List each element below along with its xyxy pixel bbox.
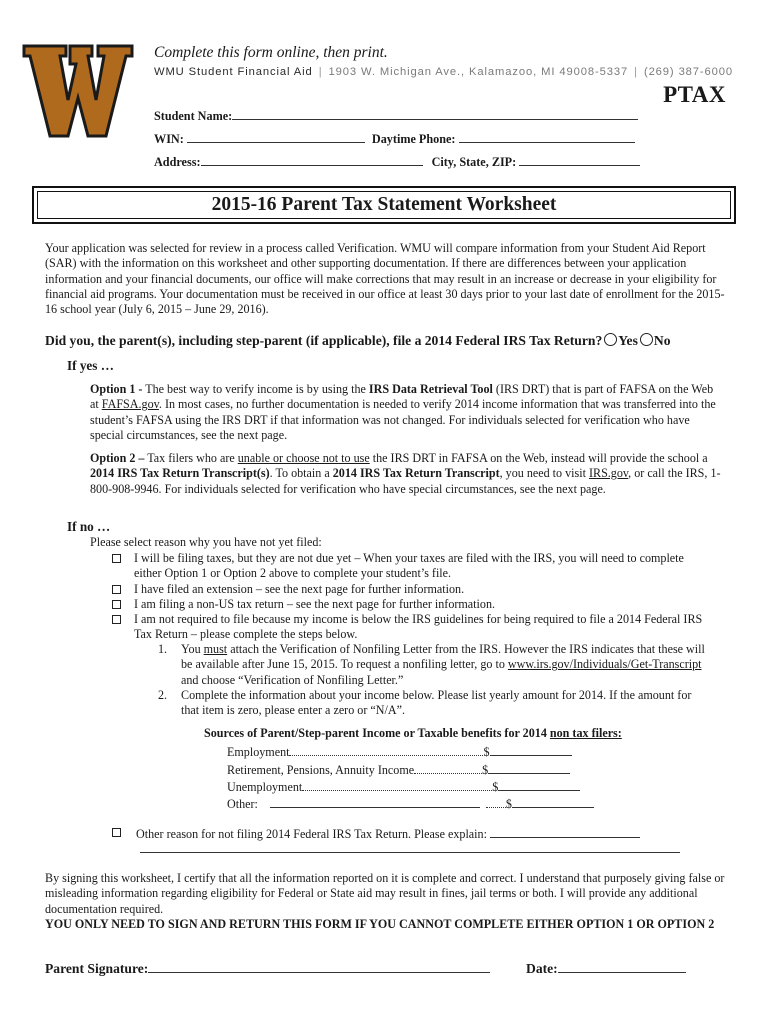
daytime-phone-field[interactable]: [459, 130, 635, 143]
other-income-description-field[interactable]: [270, 795, 480, 808]
if-no-heading: If no …: [67, 519, 111, 534]
office-address: 1903 W. Michigan Ave., Kalamazoo, MI 49008-5337: [328, 66, 629, 78]
student-name-field[interactable]: [232, 107, 638, 120]
parent-signature-row: [45, 960, 490, 977]
reason-1-text: I will be filing taxes, but they are not due yet – When your taxes are filed with the IRS, you will need to complete either Option 1 or Option 2 above to complete your student’s file.: [134, 551, 684, 581]
signing-notice: YOU ONLY NEED TO SIGN AND RETURN THIS FORM IF YOU CANNOT COMPLETE EITHER OPTION 1 OR OPTION 2: [45, 917, 715, 931]
reason-item: [112, 597, 712, 612]
no-label: No: [653, 333, 671, 348]
option-2-label: Option 2 –: [90, 451, 145, 465]
yes-label: Yes: [618, 333, 638, 348]
reason-4-checkbox[interactable]: [112, 615, 121, 624]
date-label: Date:: [526, 961, 558, 976]
parent-signature-field[interactable]: [148, 960, 490, 973]
other-reason-field[interactable]: [490, 825, 640, 838]
employment-amount-field[interactable]: [490, 743, 572, 756]
income-row-other: Other: $: [227, 795, 594, 812]
fafsa-link[interactable]: FAFSA.gov: [101, 397, 159, 412]
reason-3-checkbox[interactable]: [112, 600, 121, 609]
date-field[interactable]: [558, 960, 686, 973]
office-name: WMU Student Financial Aid: [154, 66, 313, 78]
separator: |: [634, 66, 638, 78]
if-yes-heading: If yes …: [67, 358, 114, 373]
retirement-amount-field[interactable]: [488, 761, 570, 774]
wmu-w-icon: [22, 40, 134, 140]
option-2-paragraph: Option 2 – Tax filers who are unable or choose not to use the IRS DRT in FAFSA on the Web, instead will provide the school a 2014 IRS Tax Return Transcript(s). To obtain a 2014 IRS Tax Return Transcript, you need to visit IRS.gov, or call the IRS, 1-800-908-9946. For individuals selected for verification who have special circumstances, see the next page.: [90, 451, 721, 496]
reason-item: [112, 612, 712, 643]
option-1-label: Option 1 -: [90, 382, 143, 396]
other-reason-text: Other reason for not filing 2014 Federal IRS Tax Return. Please explain:: [136, 827, 487, 841]
title-box: [32, 186, 736, 224]
other-reason-line-2[interactable]: [140, 852, 680, 853]
income-sources-title: Sources of Parent/Step-parent Income or Taxable benefits for 2014 non tax filers:: [204, 726, 622, 740]
office-phone: (269) 387-6000: [643, 66, 734, 78]
form-code: PTAX: [663, 82, 726, 107]
address-field[interactable]: [201, 153, 423, 166]
no-radio[interactable]: [640, 333, 653, 346]
city-state-zip-label: City, State, ZIP:: [431, 155, 517, 169]
student-name-row: [154, 107, 638, 124]
student-name-label: Student Name:: [154, 109, 233, 123]
income-row-unemployment: Unemployment $: [227, 778, 580, 795]
reason-2-checkbox[interactable]: [112, 585, 121, 594]
yes-radio[interactable]: [604, 333, 617, 346]
income-row-retirement: Retirement, Pensions, Annuity Income $: [227, 761, 570, 778]
reason-item: [112, 551, 712, 582]
income-row-employment: Employment $: [227, 743, 572, 760]
win-row: [154, 130, 635, 147]
step-2: 2. Complete the information about your income below. Please list yearly amount for 2014. If the amount for that item is zero, please enter a zero or “N/A”.: [158, 688, 692, 718]
tagline: Complete this form online, then print.: [154, 44, 388, 61]
other-reason-row: [112, 825, 732, 842]
if-no-prompt: Please select reason why you have not yet filed:: [90, 535, 322, 549]
date-row: [526, 960, 686, 977]
intro-paragraph: Your application was selected for review in a process called Verification. WMU will compare information from your Student Aid Report (SAR) with the information on this worksheet and other supporting documentation. If there are differences between your application information and your financial documents, our office will make corrections that may result in an increase or decrease in your eligibility for financial aid programs. Your documentation must be received in our office at least 30 days prior to your last date of enrollment for the 2015-16 school year (July 6, 2015 – June 29, 2016).: [45, 241, 725, 317]
unemployment-amount-field[interactable]: [498, 778, 580, 791]
win-label: WIN:: [154, 132, 184, 146]
other-reason-checkbox[interactable]: [112, 828, 121, 837]
wmu-logo: [22, 40, 134, 140]
irs-link[interactable]: IRS.gov: [588, 466, 629, 481]
page-title: 2015-16 Parent Tax Statement Worksheet: [211, 194, 557, 215]
parent-signature-label: Parent Signature:: [45, 961, 149, 976]
win-field[interactable]: [187, 130, 365, 143]
office-address-line: [154, 66, 733, 78]
question-text: Did you, the parent(s), including step-parent (if applicable), file a 2014 Federal IRS Tax Return?: [45, 333, 603, 348]
reason-3-text: I am filing a non-US tax return – see the next page for further information.: [134, 597, 496, 611]
step-1: 1. You must attach the Verification of Nonfiling Letter from the IRS. However the IRS indicates that these will be available after June 15, 2015. To request a nonfiling letter, go to www.irs.gov/Individuals/Get-Transcript and choose “Verification of Nonfiling Letter.”: [158, 642, 705, 687]
city-state-zip-field[interactable]: [519, 153, 640, 166]
reason-1-checkbox[interactable]: [112, 554, 121, 563]
other-amount-field[interactable]: [512, 795, 594, 808]
reason-2-text: I have filed an extension – see the next page for further information.: [134, 582, 465, 596]
reason-4-text: I am not required to file because my income is below the IRS guidelines for being required to file a 2014 Federal IRS Tax Return – please complete the steps below.: [134, 612, 703, 642]
certification-paragraph: By signing this worksheet, I certify that all the information reported on it is complete and correct. I understand that purposely giving false or misleading information regarding eligibility for Federal or State aid may result in fines, jail terms or both. I will provide any additional documentation required.: [45, 871, 725, 916]
tax-return-question: [45, 333, 745, 349]
reason-item: [112, 582, 712, 597]
option-1-paragraph: Option 1 - The best way to verify income is by using the IRS Data Retrieval Tool (IRS DRT) that is part of FAFSA on the Web at FAFSA.gov. In most cases, no further documentation is needed to verify 2014 income information that was transferred into the student’s FAFSA using the IRS DRT if that information was not changed. For individuals selected for verification who have special circumstances, see the next page.: [90, 382, 716, 442]
address-row: [154, 153, 640, 170]
daytime-phone-label: Daytime Phone:: [371, 132, 456, 146]
get-transcript-link[interactable]: www.irs.gov/Individuals/Get-Transcript: [507, 657, 702, 672]
address-label: Address:: [154, 155, 201, 169]
separator: |: [318, 66, 323, 78]
